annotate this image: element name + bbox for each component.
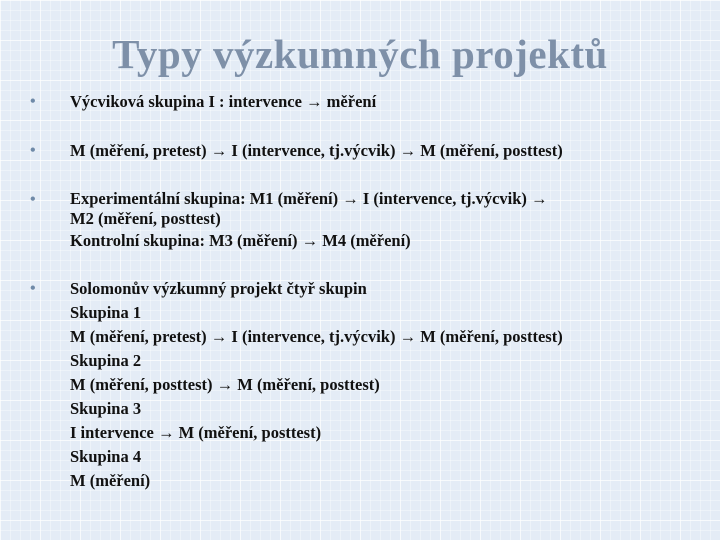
group-heading: Skupina 1 [70,303,142,322]
bullet-line: M (měření, pretest) → I (intervence, tj.výcvik) → M (měření, posttest) [70,141,563,160]
bullet-item [30,277,690,493]
bullet-line: Kontrolní skupina: M3 (měření) → M4 (měření) [70,231,411,250]
group-heading: Skupina 2 [70,351,142,370]
bullet-text [70,277,690,493]
bullet-dot: • [30,93,36,110]
bullet-line: I intervence → M (měření, posttest) [70,423,322,442]
bullet-line: Solomonův výzkumný projekt čtyř skupin [70,279,367,298]
bullet-item [30,90,690,114]
bullet-line: M (měření) [70,471,151,490]
bullet-line: M (měření, posttest) → M (měření, posttest) [70,375,380,394]
bullet-line: Výcviková skupina I : intervence → měření [70,92,377,111]
bullet-item [30,139,690,163]
bullet-line: Experimentální skupina: M1 (měření) → I (intervence, tj.výcvik) → [70,189,548,208]
bullet-text [70,139,690,163]
group-heading: Skupina 3 [70,399,142,418]
slide-title: Typy výzkumných projektů [112,31,608,77]
bullet-line: M2 (měření, posttest) [70,209,221,228]
bullet-item [30,188,690,250]
bullet-dot: • [30,142,36,159]
bullet-text [70,90,690,114]
group-heading: Skupina 4 [70,447,142,466]
bullet-text [70,188,690,250]
bullet-line: M (měření, pretest) → I (intervence, tj.výcvik) → M (měření, posttest) [70,327,563,346]
bullet-dot: • [30,280,36,297]
bullet-dot: • [30,191,36,208]
